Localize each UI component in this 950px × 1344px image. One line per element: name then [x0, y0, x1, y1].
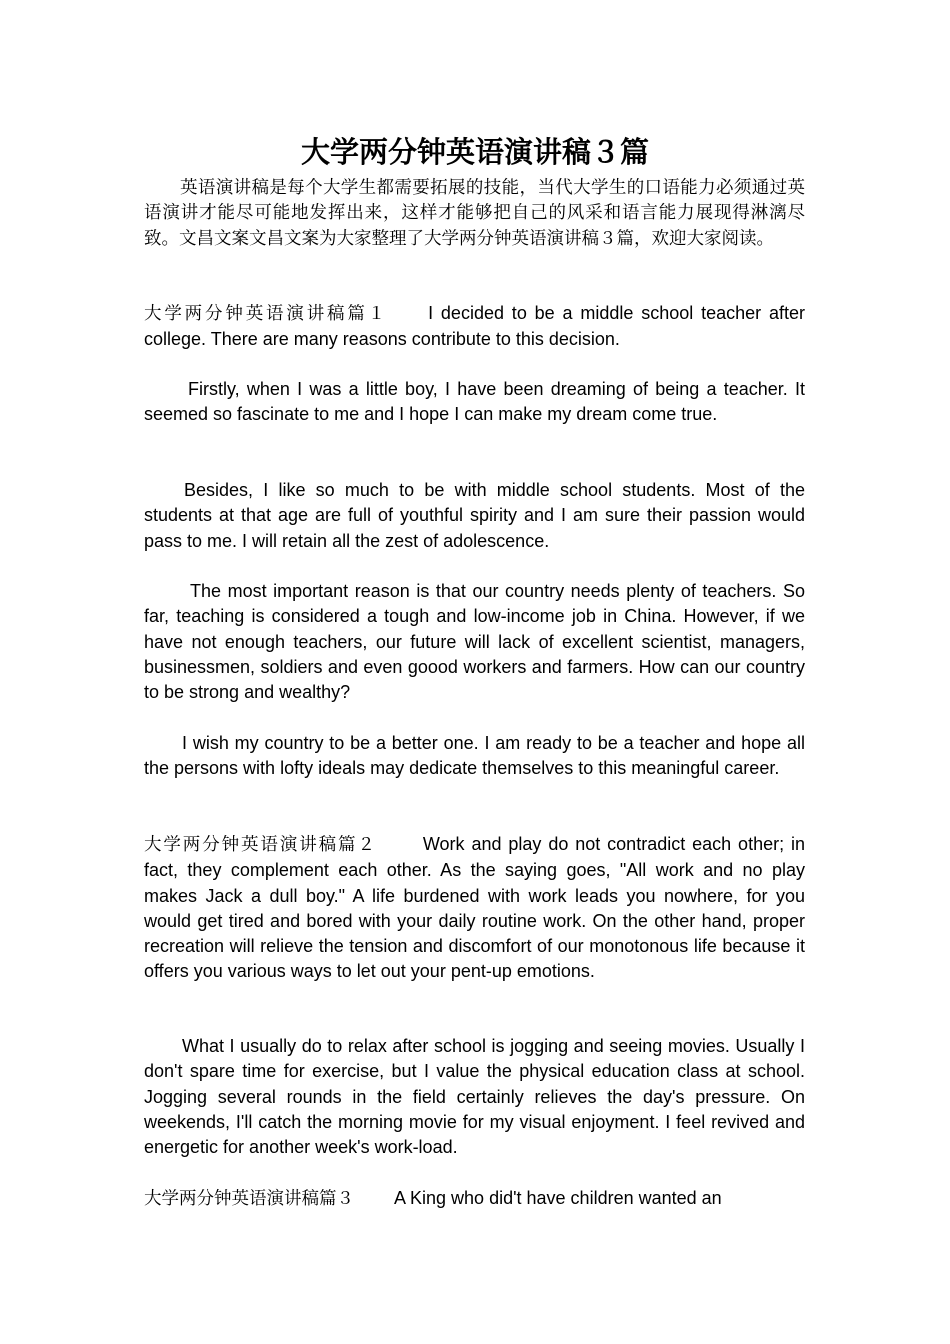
section-2-paragraph: What I usually do to relax after school is jogging and seeing movies. Usually I don't spare time for exercise, but I value the physical education class at school. Jogging several rounds in the field certainly relieves the day's pressure. On weekends, I'll catch the morning movie for my visual enjoyment. I feel revived and energetic for another week's work-load. — [144, 1036, 811, 1158]
section-1-paragraph: I wish my country to be a better one. I am ready to be a teacher and hope all the persons with lofty ideals may dedicate themselves to this meaningful career. — [144, 733, 811, 779]
section-2-lead: Work and play do not contradict each other; in fact, they complement each other. As the saying goes, "All work and no play makes Jack a dull boy." A life burdened with work leads you nowhere, for you would get tired and bored with your daily routine work. On the other hand, proper recreation will relieve the tension and discomfort of our monotonous life because it offers you various ways to let out your pent-up emotions. — [144, 834, 811, 982]
section-1-lead: I decided to be a middle school teacher after college. There are many reasons contribute to this decision. — [144, 303, 811, 350]
section-3-lead: A King who did't have children wanted an — [394, 1188, 722, 1208]
section-1-paragraph: Besides, I like so much to be with middle school students. Most of the students at that age are full of youthful spirity and I am sure their passion would pass to me. I will retain all the zest of adolescence. — [144, 480, 811, 551]
section-2-opening — [144, 832, 811, 985]
section-2-heading: 大学两分钟英语演讲稿篇２ — [144, 835, 377, 855]
section-1-heading: 大学两分钟英语演讲稿篇１ — [144, 304, 389, 324]
intro-paragraph: 英语演讲稿是每个大学生都需要拓展的技能，当代大学生的口语能力必须通过英语演讲才能尽可能地发挥出来，这样才能够把自己的风采和语言能力展现得淋漓尽致。文昌文案文昌文案为大家整理了大学两分钟英语演讲稿３篇，欢迎大家阅读。 — [144, 178, 805, 249]
page-title: 大学两分钟英语演讲稿３篇 — [300, 135, 649, 169]
section-1-opening — [144, 301, 811, 353]
section-1-paragraph: Firstly, when I was a little boy, I have been dreaming of being a teacher. It seemed so fascinate to me and I hope I can make my dream come true. — [144, 379, 811, 425]
section-1-paragraph: The most important reason is that our country needs plenty of teachers. So far, teaching is considered a tough and low-income job in China. However, if we have not enough teachers, our future will lack of excellent scientist, managers, businessmen, soldiers and even goood workers and farmers. How can our country to be strong and wealthy? — [144, 581, 811, 703]
section-3-opening — [144, 1186, 805, 1212]
section-3-heading: 大学两分钟英语演讲稿篇３ — [144, 1189, 354, 1209]
